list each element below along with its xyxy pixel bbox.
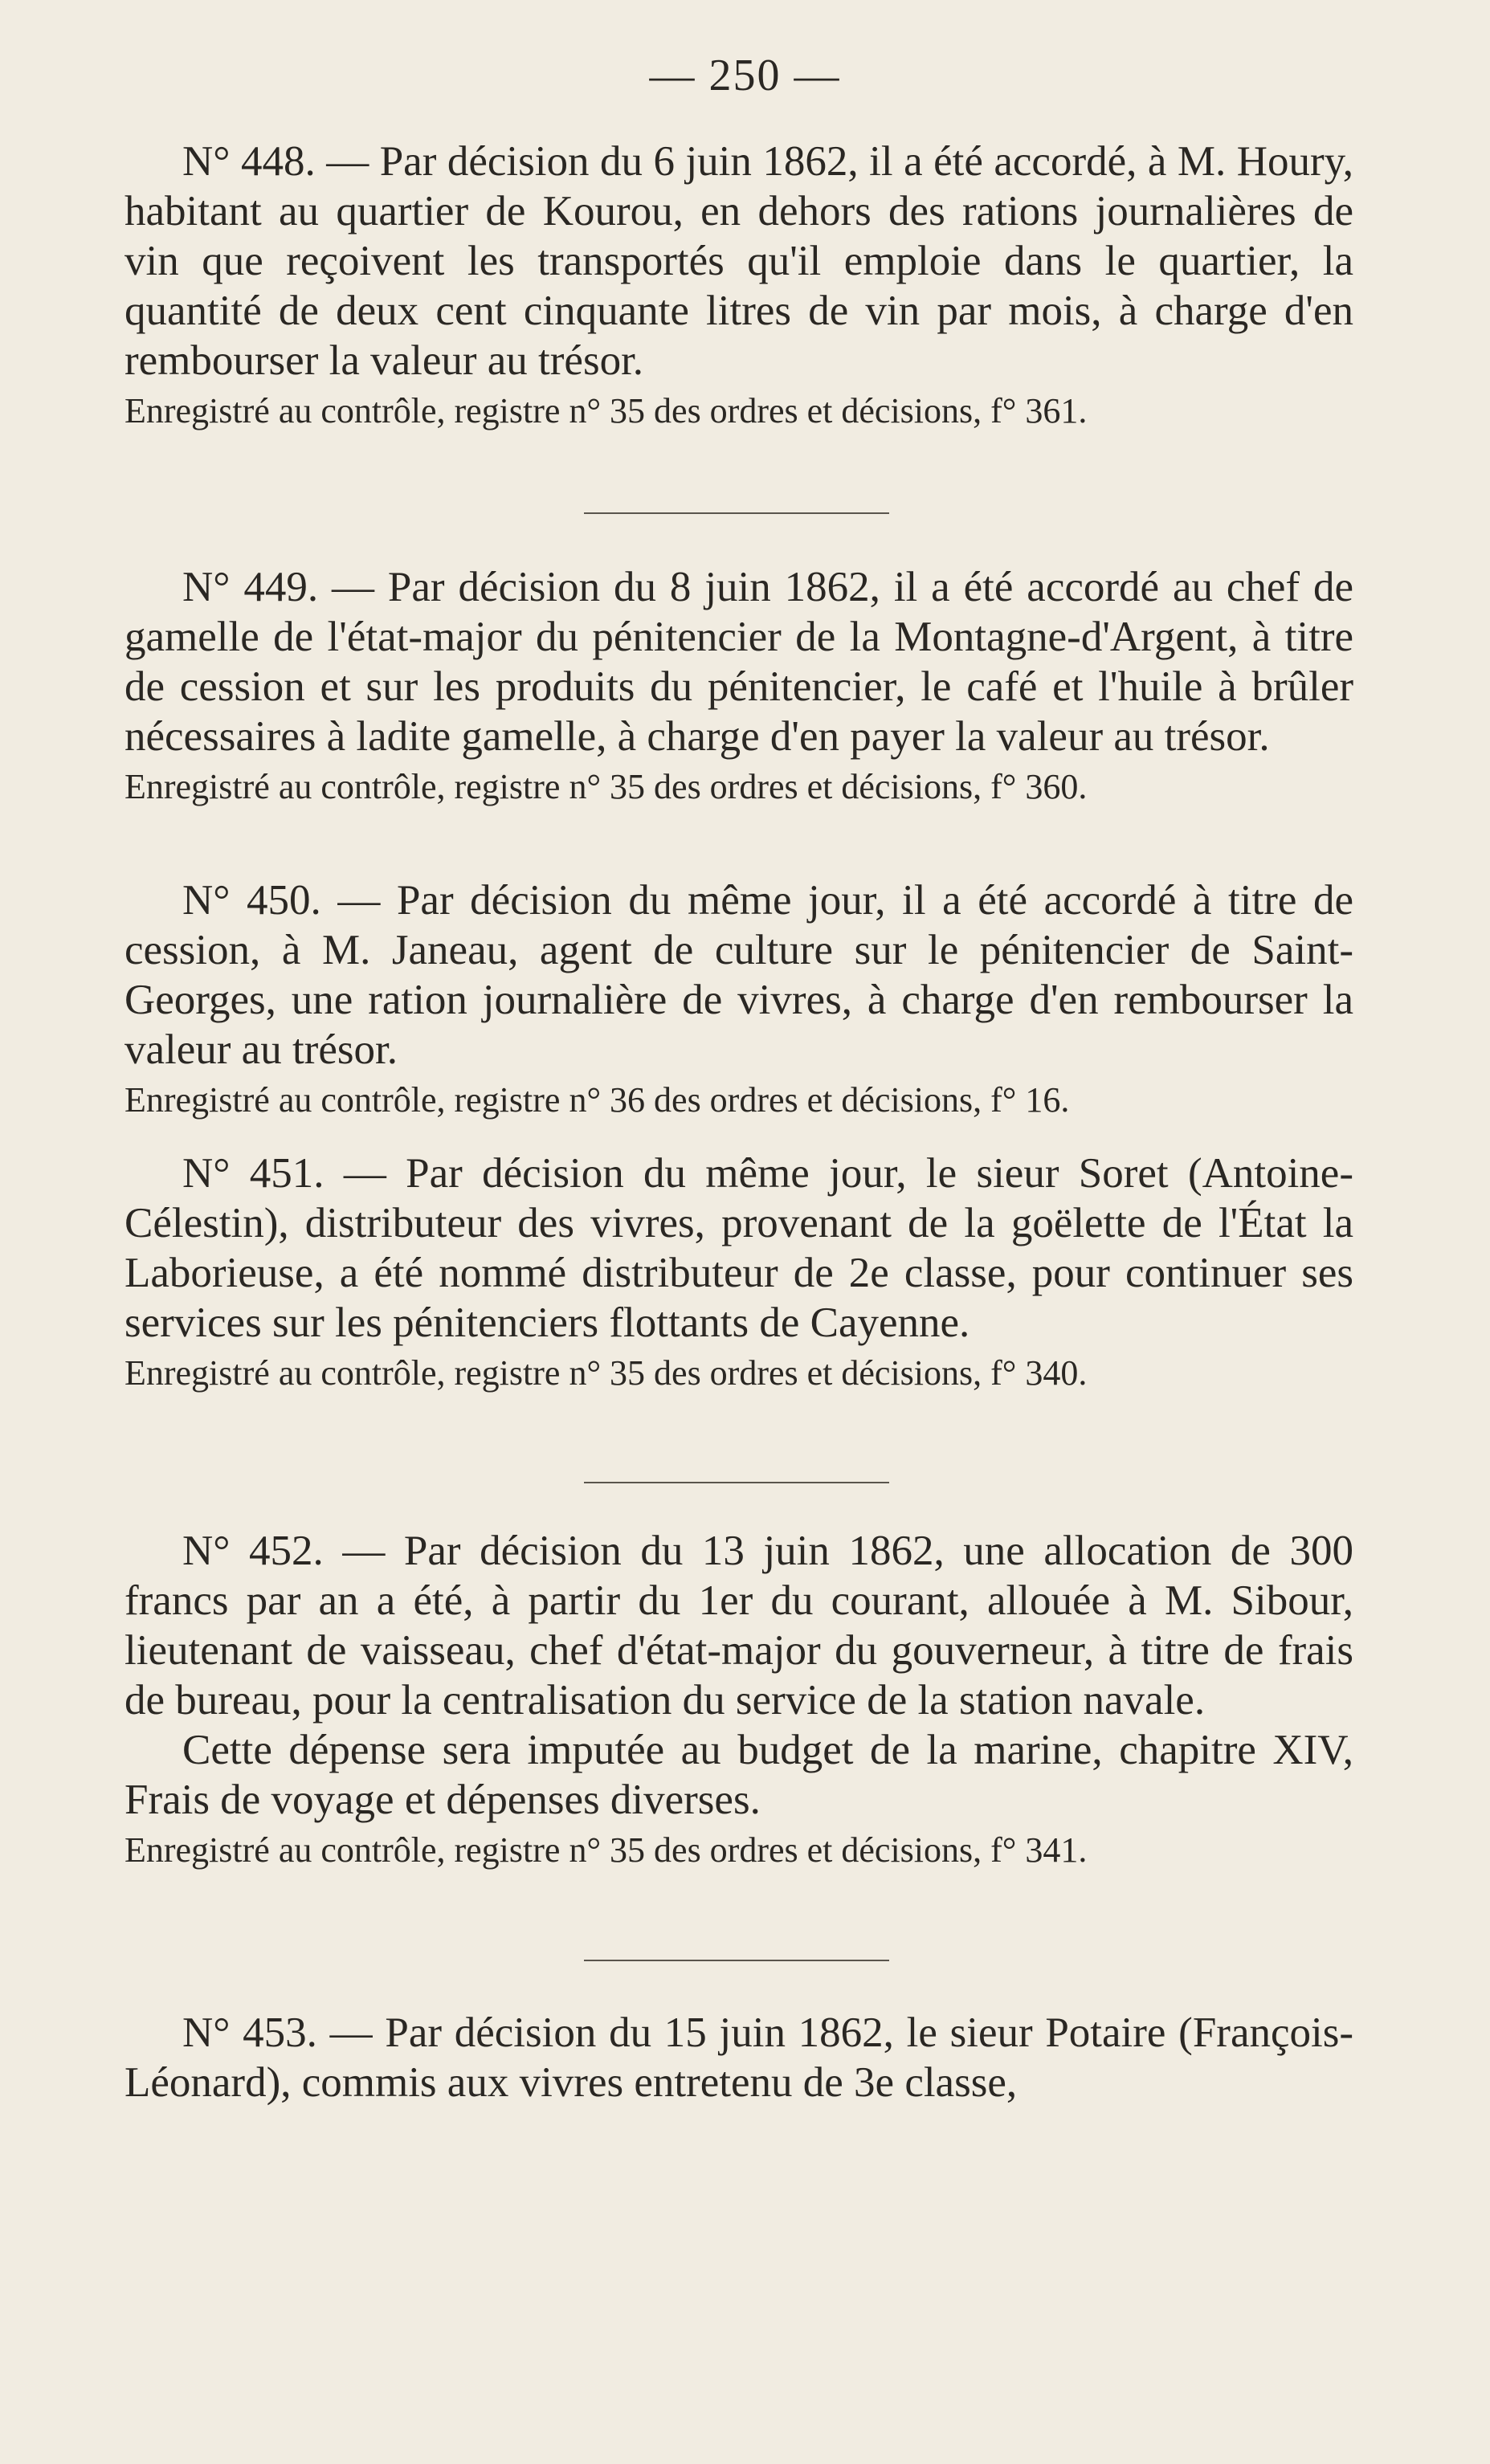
decision-entry-451 (125, 1148, 1353, 1396)
separator-rule (584, 1482, 889, 1483)
decision-entry-450 (125, 875, 1353, 1123)
registration-note: Enregistré au contrôle, registre n° 35 des ordres et décisions, f° 341. (125, 1830, 1088, 1870)
entry-paragraph: N° 453. — Par décision du 15 juin 1862, le sieur Potaire (François-Léonard), commis aux vivres entretenu de 3e classe, (125, 2009, 1353, 2106)
registration-note: Enregistré au contrôle, registre n° 35 des ordres et décisions, f° 340. (125, 1353, 1088, 1393)
registration-note: Enregistré au contrôle, registre n° 35 des ordres et décisions, f° 360. (125, 767, 1088, 806)
page-number: — 250 — (649, 51, 841, 100)
decision-entry-453 (125, 2008, 1353, 2107)
separator-rule (584, 512, 889, 514)
entry-paragraph: N° 449. — Par décision du 8 juin 1862, il a été accordé au chef de gamelle de l'état-major du pénitencier de la Montagne-d'Argent, à titre de cession et sur les produits du pénitencier, le café et l'huile à brûler nécessaires à ladite gamelle, à charge d'en payer la valeur au trésor. (125, 564, 1353, 760)
entry-paragraph: N° 450. — Par décision du même jour, il a été accordé à titre de cession, à M. Janeau, agent de culture sur le pénitencier de Saint-Georges, une ration journalière de vivres, à charge d'en rembourser la valeur au trésor. (125, 877, 1353, 1073)
decision-entry-452 (125, 1526, 1353, 1873)
entry-paragraph: N° 448. — Par décision du 6 juin 1862, il a été accordé, à M. Houry, habitant au quartier de Kourou, en dehors des rations journalières de vin que reçoivent les transportés qu'il emploie dans le quartier, la quantité de deux cent cinquante litres de vin par mois, à charge d'en rembourser la valeur au trésor. (125, 138, 1353, 384)
decision-entry-449 (125, 562, 1353, 810)
decision-entry-448 (125, 137, 1353, 434)
entry-paragraph: N° 451. — Par décision du même jour, le sieur Soret (Antoine-Célestin), distributeur des vivres, provenant de la goëlette de l'État la Laborieuse, a été nommé distributeur de 2e classe, pour continuer ses services sur les pénitenciers flottants de Cayenne. (125, 1150, 1353, 1346)
registration-note: Enregistré au contrôle, registre n° 36 des ordres et décisions, f° 16. (125, 1080, 1070, 1120)
registration-note: Enregistré au contrôle, registre n° 35 des ordres et décisions, f° 361. (125, 391, 1088, 430)
entry-paragraph: N° 452. — Par décision du 13 juin 1862, une allocation de 300 francs par an a été, à partir du 1er du courant, allouée à M. Sibour, lieutenant de vaisseau, chef d'état-major du gouverneur, à titre de frais de bureau, pour la centralisation du service de la station navale. (125, 1528, 1353, 1724)
separator-rule (584, 1960, 889, 1961)
entry-paragraph: Cette dépense sera imputée au budget de la marine, chapitre XIV, Frais de voyage et dépenses diverses. (125, 1727, 1353, 1823)
